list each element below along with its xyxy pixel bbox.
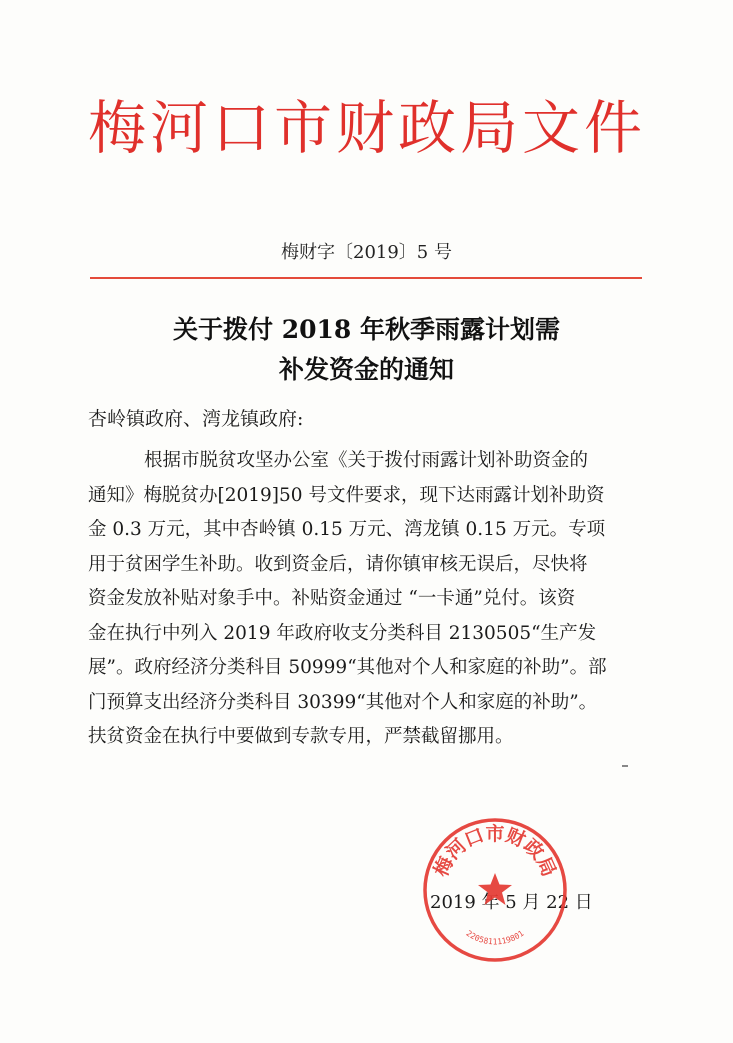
- subject-line-2: 补发资金的通知: [278, 355, 454, 384]
- seal-star-icon: [478, 873, 512, 905]
- body-paragraph: [88, 444, 648, 755]
- body-line: 用于贫困学生补助。收到资金后，请你镇审核无误后，尽快将: [88, 553, 588, 575]
- body-line: 金在执行中列入 2019 年政府收支分类科目 2130505“生产发: [88, 622, 597, 644]
- red-divider-line: [90, 277, 642, 279]
- document-number: 梅财字〔2019〕5 号: [281, 242, 452, 263]
- body-line: 扶贫资金在执行中要做到专款专用，严禁截留挪用。: [88, 726, 514, 747]
- body-line: 金 0.3 万元，其中杏岭镇 0.15 万元、湾龙镇 0.15 万元。专项: [88, 519, 606, 540]
- issuer-header-title: 梅河口市财政局文件: [88, 94, 647, 162]
- subject-line-1: 关于拨付 2018 年秋季雨露计划需: [173, 315, 560, 344]
- seal-name: 梅河口市财政局: [430, 822, 560, 880]
- scan-speck: [622, 765, 628, 767]
- body-line: 根据市脱贫攻坚办公室《关于拨付雨露计划补助资金的: [144, 450, 589, 471]
- document-subject: [0, 310, 733, 390]
- addressee: 杏岭镇政府、湾龙镇政府:: [88, 408, 304, 430]
- official-seal: [420, 815, 570, 965]
- body-line: 资金发放补贴对象手中。补贴资金通过 “一卡通”兑付。该资: [88, 588, 576, 609]
- body-line: 通知》梅脱贫办[2019]50 号文件要求，现下达雨露计划补助资: [88, 484, 605, 506]
- seal-number: 2205811119801: [464, 928, 526, 947]
- body-line: 展”。政府经济分类科目 50999“其他对个人和家庭的补助”。部: [88, 657, 607, 678]
- issue-date: 2019 年 5 月 22 日: [430, 892, 593, 913]
- body-line: 门预算支出经济分类科目 30399“其他对个人和家庭的补助”。: [88, 691, 598, 713]
